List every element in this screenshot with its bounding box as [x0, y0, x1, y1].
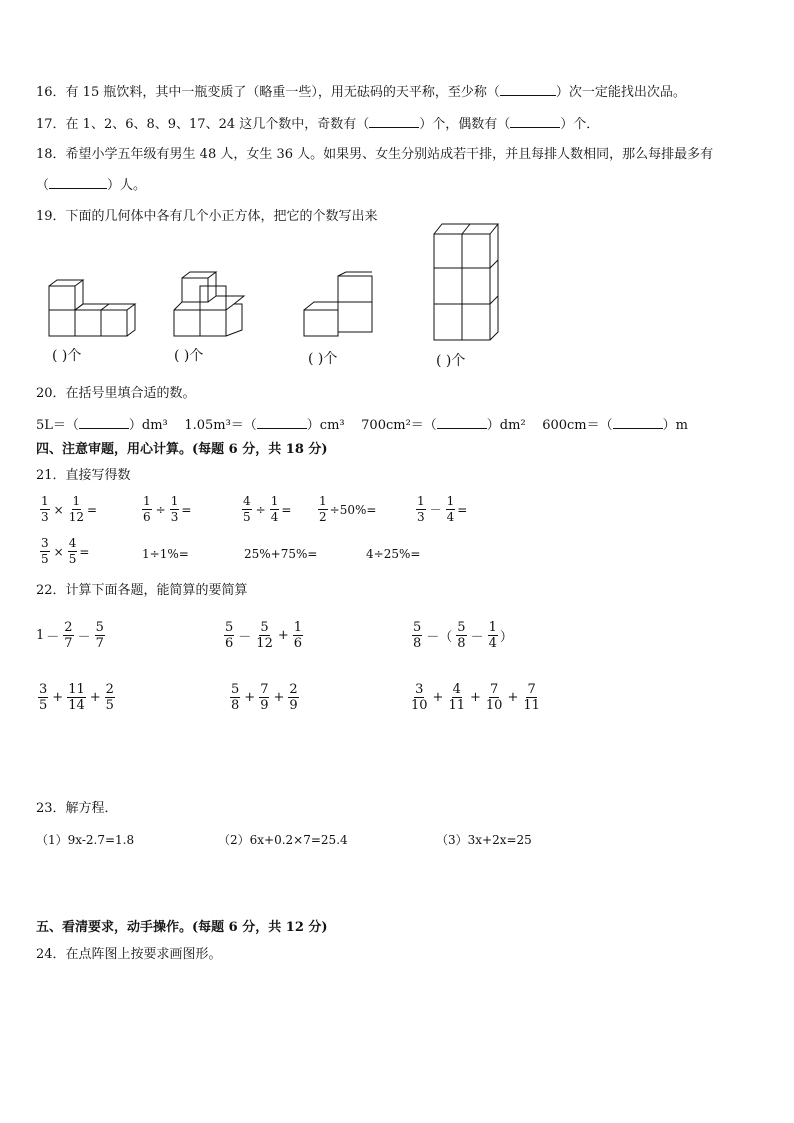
cube-count-2[interactable]: ( )个	[174, 348, 204, 364]
expression-21-1: $\frac{1}{3}$ × $\frac{1}{12}$ =	[41, 494, 98, 524]
section-4-heading: 四、注意审题，用心计算。(每题 6 分，共 18 分)	[36, 442, 328, 457]
cube-figure-3	[302, 272, 376, 340]
expression-21-5: $\frac{1}{3}$ － $\frac{1}{4}$ =	[417, 494, 468, 524]
answer-blank[interactable]	[369, 115, 419, 128]
section-5-heading: 五、看清要求，动手操作。(每题 6 分，共 12 分)	[36, 920, 328, 935]
expression-21-9: 4÷25%=	[366, 547, 421, 561]
expression-22-2: $\frac{5}{6}$ － $\frac{5}{12}$ + $\frac{1}{6}$	[225, 620, 303, 651]
expression-22-4: $\frac{3}{5}$ + $\frac{11}{14}$ + $\frac{2}{5}$	[39, 682, 114, 713]
cube-figure-4	[430, 220, 504, 344]
answer-blank[interactable]	[510, 115, 560, 128]
question-24: 24．在点阵图上按要求画图形。	[36, 947, 222, 962]
conversion-row: 5L＝（ ）dm³ 1.05m³＝（ ）cm³ 700cm²＝（ ）dm² 600cm＝（ ）m	[36, 418, 688, 433]
expression-22-1: 1 － $\frac{2}{7}$ － $\frac{5}{7}$	[36, 620, 104, 651]
answer-blank[interactable]	[500, 83, 556, 96]
expression-21-3: $\frac{4}{5}$ ÷ $\frac{1}{4}$ =	[243, 494, 292, 524]
cube-count-4[interactable]: ( )个	[436, 353, 466, 369]
equation-1: （1）9x-2.7=1.8	[36, 833, 135, 847]
answer-blank[interactable]	[257, 416, 307, 429]
question-23: 23．解方程．	[36, 801, 118, 816]
equation-3: （3）3x+2x=25	[436, 833, 532, 847]
cube-figure-2	[172, 270, 248, 342]
expression-21-6: $\frac{3}{5}$ × $\frac{4}{5}$ =	[41, 536, 90, 566]
cube-figure-1	[47, 280, 139, 340]
question-16: 16．有 15 瓶饮料，其中一瓶变质了（略重一些），用无砝码的天平称，至少称（ ）次一定能找出次品。	[36, 85, 686, 100]
expression-22-6: $\frac{3}{10}$ + $\frac{4}{11}$ + $\frac{7}{10}$ + $\frac{7}{11}$	[411, 682, 540, 713]
question-21: 21．直接写得数	[36, 468, 131, 483]
question-17: 17．在 1、2、6、8、9、17、24 这几个数中，奇数有（ ）个，偶数有（ ）个．	[36, 117, 600, 132]
answer-blank[interactable]	[79, 416, 129, 429]
expression-21-4: $\frac{1}{2}$ ÷50%=	[319, 494, 377, 524]
question-22: 22．计算下面各题，能简算的要简算	[36, 583, 248, 598]
question-19: 19．下面的几何体中各有几个小正方体，把它的个数写出来	[36, 209, 378, 224]
answer-blank[interactable]	[613, 416, 663, 429]
question-18: 18．希望小学五年级有男生 48 人，女生 36 人。如果男、女生分别站成若干排，并且每排人数相同，那么每排最多有	[36, 147, 714, 162]
expression-21-7: 1÷1%=	[142, 547, 189, 561]
cube-count-3[interactable]: ( )个	[308, 351, 338, 367]
expression-22-3: $\frac{5}{8}$ －（ $\frac{5}{8}$ － $\frac{1}{4}$ ）	[413, 620, 513, 651]
expression-22-5: $\frac{5}{8}$ + $\frac{7}{9}$ + $\frac{2}{9}$	[231, 682, 298, 713]
answer-blank[interactable]	[437, 416, 487, 429]
question-18-line2: （ ）人。	[36, 178, 147, 193]
answer-blank[interactable]	[49, 176, 107, 189]
expression-21-8: 25%+75%=	[244, 547, 318, 561]
cube-count-1[interactable]: ( )个	[52, 348, 82, 364]
expression-21-2: $\frac{1}{6}$ ÷ $\frac{1}{3}$ =	[143, 494, 192, 524]
equation-2: （2）6x+0.2×7=25.4	[218, 833, 348, 847]
question-20: 20．在括号里填合适的数。	[36, 386, 196, 401]
